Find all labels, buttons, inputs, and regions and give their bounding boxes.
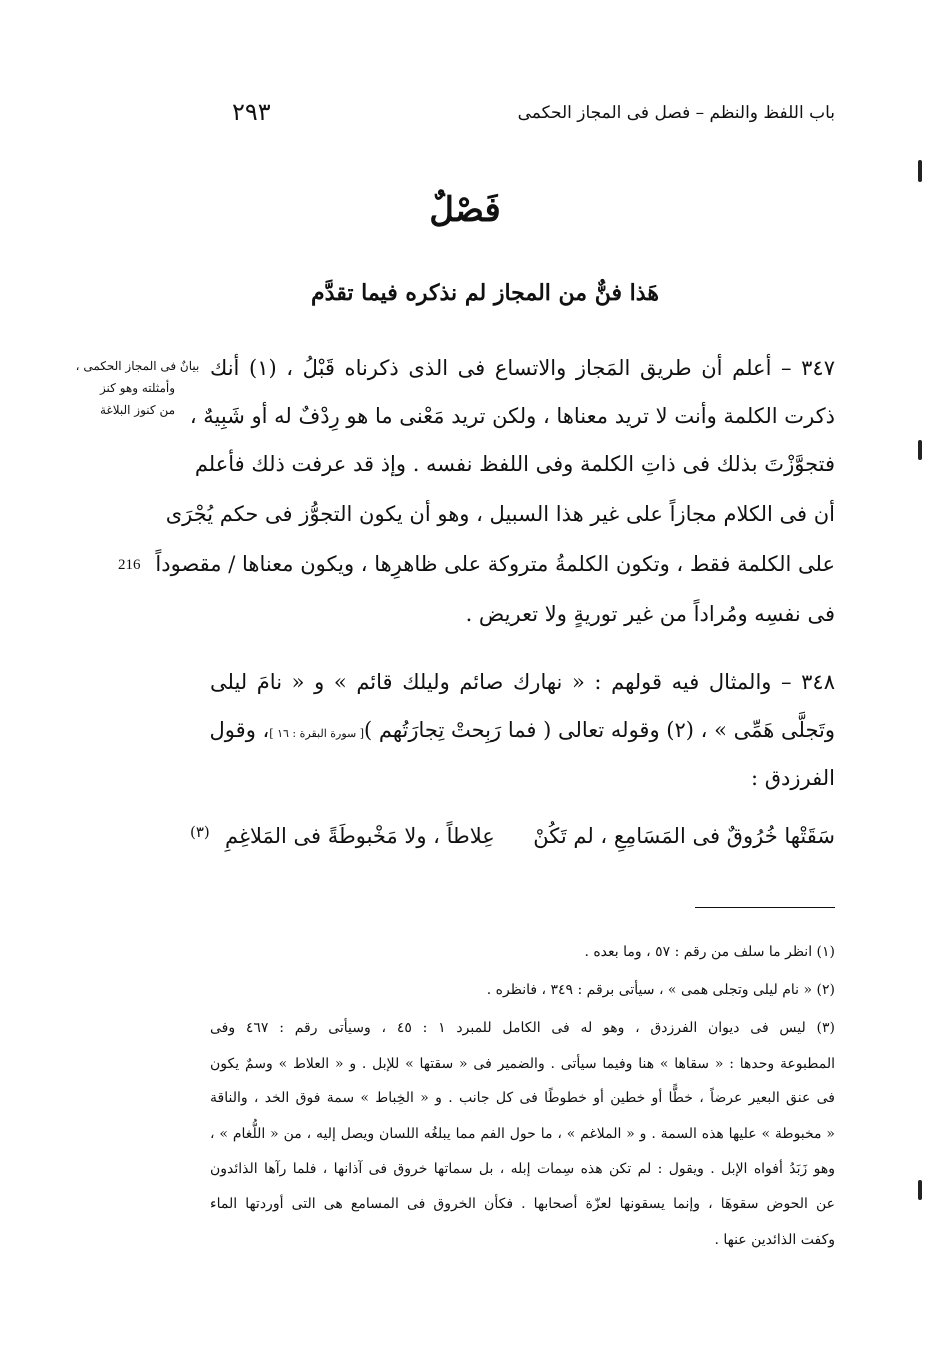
verse-hemistich-second: عِلاطاً ، ولا مَخْبوطَةً فى المَلاغِمِ <box>225 824 495 848</box>
margin-page-reference: 216 <box>118 557 141 573</box>
footnote-marker: (٣) <box>190 823 210 841</box>
footnote-3-line: وهو زَبَدُ أفواه الإبل . ويقول : لم تكن هذه سِمات إبله ، بل سماتها خروق فى آذانها ، فلما رآها الذائدون <box>210 1161 835 1177</box>
scan-edge-mark <box>918 1180 922 1200</box>
footnote-1: (١) انظر ما سلف من رقم : ٥٧ ، وما بعده . <box>584 944 835 960</box>
margin-note <box>70 355 205 421</box>
text-line: ذكرت الكلمة وأنت لا تريد معناها ، ولكن تريد مَعْنى ما هو رِدْفٌ له أو شَبِيهٌ ، <box>189 404 835 428</box>
text-line: فتجوَّزْتَ بذلك فى ذاتِ الكلمة وفى اللفظ نفسه . وإذ قد عرفت ذلك فأعلم <box>194 452 835 476</box>
scan-edge-mark <box>918 160 922 182</box>
footnote-separator <box>695 907 835 908</box>
text-segment: وتَجلَّى هَمِّى » ، (٢) وقوله تعالى ( فما رَبِحتْ تِجارَتُهم ) <box>364 718 835 742</box>
section-subheading: هَذا فنٌّ من المجاز لم نذكره فيما تقدَّم <box>311 280 659 306</box>
text-segment: ، وقول <box>209 718 270 742</box>
footnote-2: (٢) « نام ليلى وتجلى همى » ، سيأتى برقم : ٣٤٩ ، فانظره . <box>486 982 835 998</box>
text-line: ٣٤٨ – والمثال فيه قولهم : « نهارك صائم وليلك قائم » و « نامَ ليلى <box>210 670 835 694</box>
section-heading: فَصْلٌ <box>429 190 501 230</box>
footnote-3-line: « مخبوطة » عليها هذه السمة . و « الملاغم » ، ما حول الفم مما يبلغُه اللسان ويصل إليه ، من « اللُّغام » ، <box>210 1126 835 1142</box>
footnote-3-line: (٣) ليس فى ديوان الفرزدق ، وهو له فى الكامل للمبرد ١ : ٤٥ ، وسيأتى رقم : ٤٦٧ وفى <box>210 1020 835 1036</box>
running-header: باب اللفظ والنظم – فصل فى المجاز الحكمى <box>517 103 835 123</box>
text-line: ٣٤٧ – أعلم أن طريق المَجاز والاتساع فى الذى ذكرناه قَبْلُ ، (١) أنك <box>210 356 835 380</box>
footnote-3-line: فى عنق البعير عرضاً ، خطًّا أو خطين أو خطوطًا فى كل جانب . و « الخِباط » سمة فوق الخد ، والناقة <box>210 1090 835 1106</box>
margin-note-line: بيانٌ فى المجاز الحكمى ، <box>75 359 200 373</box>
scan-edge-mark <box>918 440 922 460</box>
text-line: الفرزدق : <box>751 766 835 790</box>
text-line: على الكلمة فقط ، وتكون الكلمةُ متروكة على ظاهرِها ، ويكون معناها / مقصوداً <box>155 552 835 576</box>
quran-citation: [ سورة البقرة : ١٦ ] <box>269 727 365 740</box>
margin-note-line: وأمثلته وهو كنز <box>99 381 176 395</box>
page-number: ٢٩٣ <box>232 98 271 126</box>
text-line <box>210 716 835 748</box>
footnote-3-line: عن الحوض سقوهَا ، وإنما يسقونها لعزّة أصحابها . فكأن الخروق فى المسامع هى التى أوردتها الماء <box>210 1196 835 1212</box>
footnote-3-line: المطبوعة وحدها : « سقاها » هنا وفيما سيأتى . والضمير فى « سقتها » للإبل . و « العلاط » وسمٌ يكون <box>210 1056 835 1072</box>
text-line: فى نفسِه ومُراداً من غير توريةٍ ولا تعريض . <box>465 602 835 626</box>
text-line: أن فى الكلام مجازاً على غير هذا السبيل ، وهو أن يكون التجوُّز فى حكم يُجْرَى <box>165 502 835 526</box>
footnote-3-line: وكفت الذائدين عنها . <box>714 1232 835 1248</box>
verse-hemistich-first: سَقَتْها خُرُوقٌ فى المَسَامِعِ ، لم تَكُنْ <box>533 824 835 848</box>
margin-note-line: من كنوز البلاغة <box>100 403 175 417</box>
